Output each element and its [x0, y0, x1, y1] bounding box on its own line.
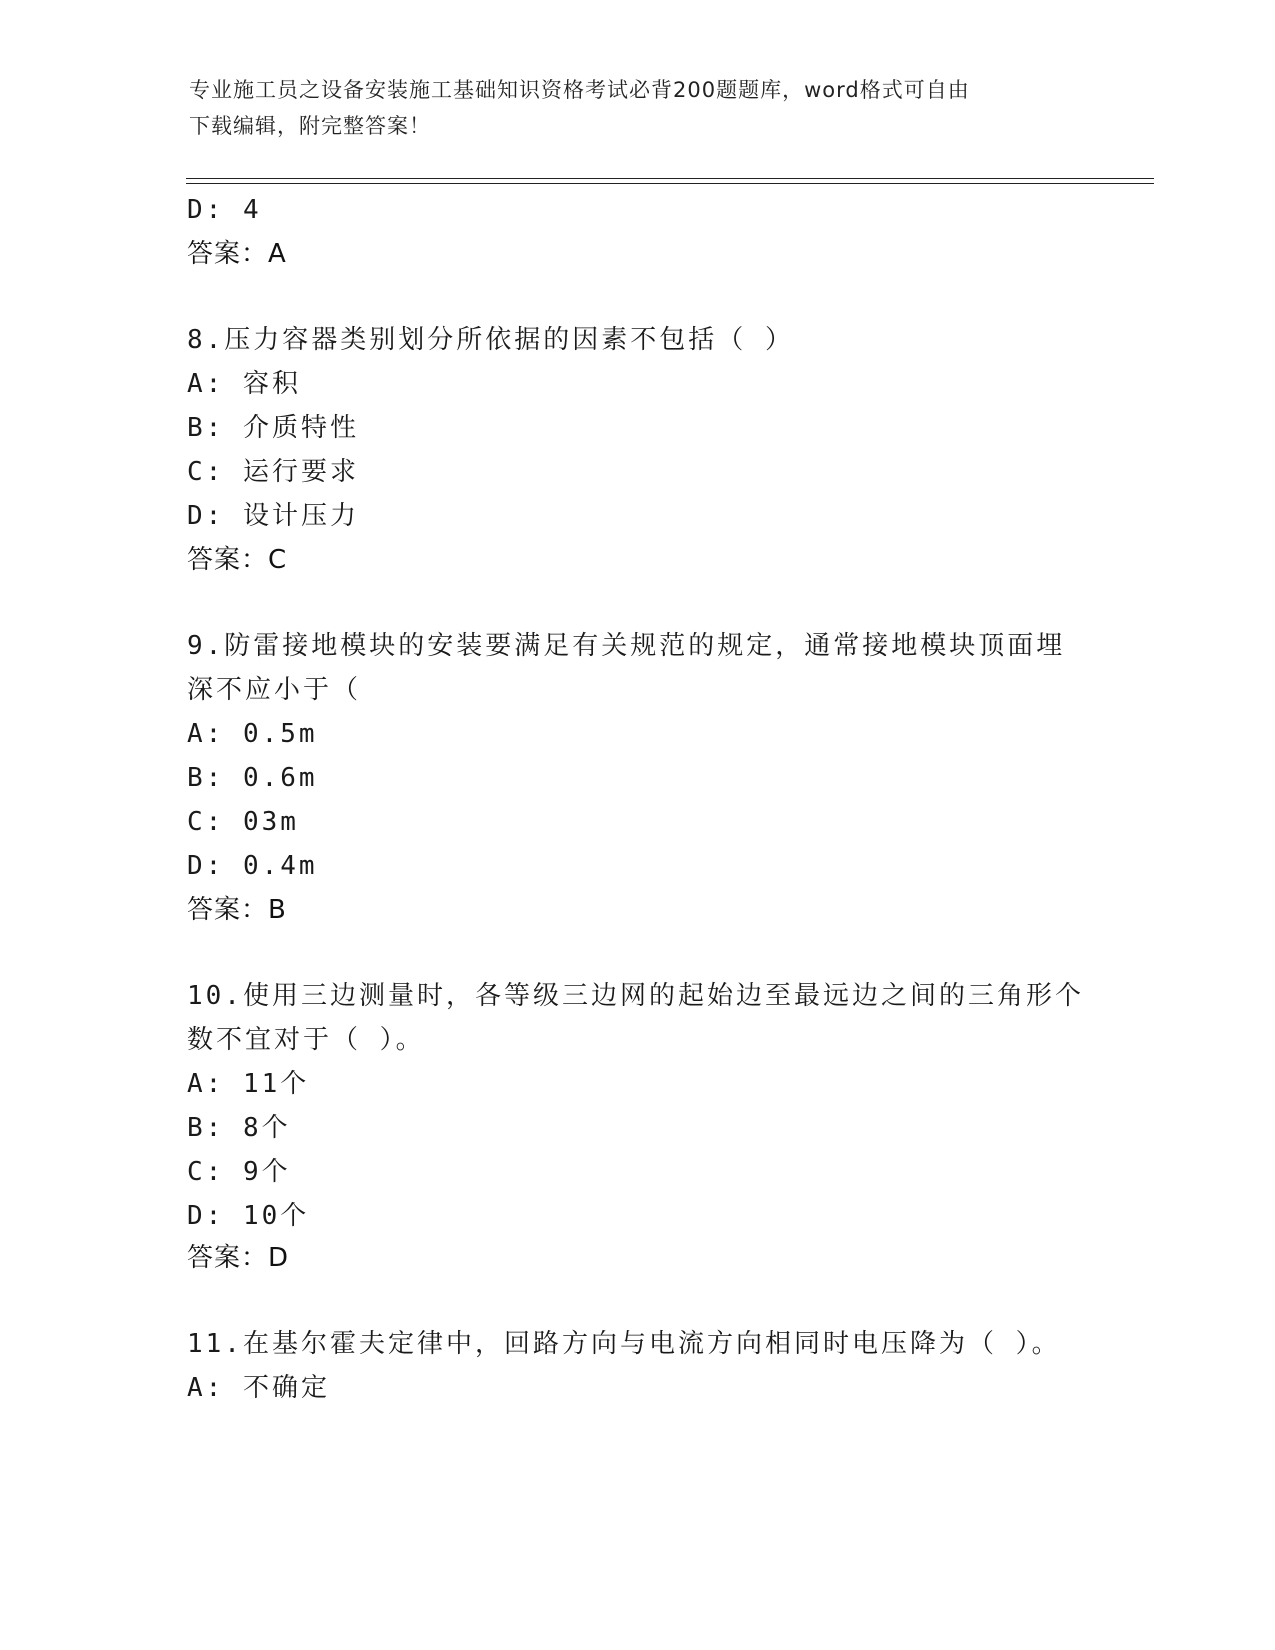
q10-stem-line-2: 数不宜对于（ ）。: [187, 1025, 425, 1055]
q9-stem-line-2: 深不应小于（: [187, 675, 362, 705]
q10-answer: 答案：D: [187, 1243, 290, 1273]
q7-answer: 答案：A: [187, 239, 287, 269]
q7-option-d: D: 4: [187, 195, 262, 225]
q11-option-a: A: 不确定: [187, 1373, 330, 1403]
q10-stem-line-1: 10.使用三边测量时，各等级三边网的起始边至最远边之间的三角形个: [187, 981, 1084, 1011]
q8-option-b: B: 介质特性: [187, 413, 359, 443]
q9-option-b: B: 0.6m: [187, 763, 318, 793]
q9-option-d: D: 0.4m: [187, 851, 318, 881]
q8-option-a: A: 容积: [187, 369, 301, 399]
q10-option-a: A: 11个: [187, 1069, 310, 1099]
document-header: [189, 72, 1089, 144]
q8-stem: 8.压力容器类别划分所依据的因素不包括（ ）: [187, 325, 794, 355]
q9-stem-line-1: 9.防雷接地模块的安装要满足有关规范的规定，通常接地模块顶面埋: [187, 631, 1066, 661]
q10-option-b: B: 8个: [187, 1113, 291, 1143]
q9-option-c: C: 03m: [187, 807, 299, 837]
q9-option-a: A: 0.5m: [187, 719, 318, 749]
q10-option-c: C: 9个: [187, 1157, 291, 1187]
q8-option-d: D: 设计压力: [187, 501, 359, 531]
header-rule-top: [186, 178, 1154, 179]
header-line-1: 专业施工员之设备安装施工基础知识资格考试必背200题题库，word格式可自由: [189, 78, 970, 102]
q11-stem: 11.在基尔霍夫定律中，回路方向与电流方向相同时电压降为（ ）。: [187, 1329, 1061, 1359]
header-rule-bottom: [186, 183, 1154, 184]
header-line-2: 下载编辑，附完整答案！: [189, 114, 431, 138]
q10-option-d: D: 10个: [187, 1201, 310, 1231]
q9-answer: 答案：B: [187, 895, 287, 925]
q8-option-c: C: 运行要求: [187, 457, 359, 487]
q8-answer: 答案：C: [187, 545, 288, 575]
